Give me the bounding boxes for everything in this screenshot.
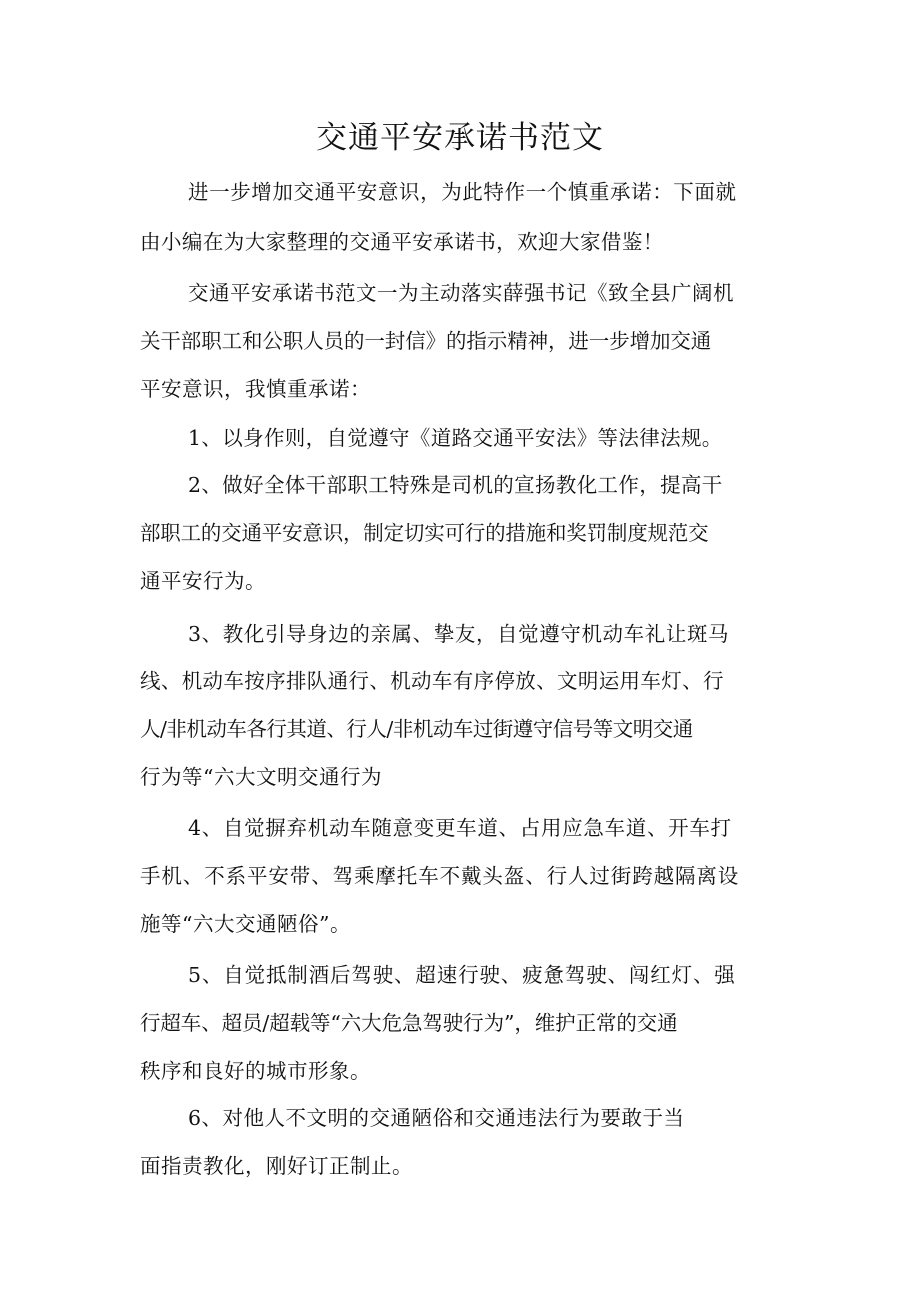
document-title: 交通平安承诺书范文 [316,120,604,156]
pledge-item-4: 4、自觉摒弃机动车随意变更车道、占用应急车道、开车打 [188,816,732,840]
pledge-item-2-line: 通平安行为。 [140,569,266,593]
pledge-item-3-line: 人/非机动车各行其道、行人/非机动车过街遵守信号等文明交通 [140,717,693,741]
pledge-item-5: 5、自觉抵制酒后驾驶、超速行驶、疲惫驾驶、闯红灯、强 [188,963,736,987]
pledge-item-1: 1、以身作则，自觉遵守《道路交通平安法》等法律法规。 [188,426,723,450]
pledge-item-6: 6、对他人不文明的交通陋俗和交通违法行为要敢于当 [188,1106,685,1130]
pledge-item-2-line: 部职工的交通平安意识，制定切实可行的措施和奖罚制度规范交 [140,521,709,545]
pledge-item-5-line: 行超车、超员/超载等“六大危急驾驶行为”，维护正常的交通 [140,1011,678,1035]
pledge-item-5-line: 秩序和良好的城市形象。 [140,1059,371,1083]
pledge-item-3-line: 行为等“六大文明交通行为 [140,765,382,789]
intro-line: 进一步增加交通平安意识，为此特作一个慎重承诺：下面就 [188,180,737,204]
pledge-item-6-line: 面指责教化，刚好订正制止。 [140,1154,413,1178]
pledge-item-3: 3、教化引导身边的亲属、挚友，自觉遵守机动车礼让斑马 [188,622,730,646]
intro-line: 由小编在为大家整理的交通平安承诺书，欢迎大家借鉴！ [140,230,664,254]
paragraph-line: 交通平安承诺书范文一为主动落实薛强书记《致全县广阔机 [188,281,734,305]
paragraph-line: 关干部职工和公职人员的一封信》的指示精神，进一步增加交通 [140,329,712,353]
pledge-item-3-line: 线、机动车按序排队通行、机动车有序停放、文明运用车灯、行 [140,669,724,693]
paragraph-line: 平安意识，我慎重承诺： [140,377,371,401]
pledge-item-2: 2、做好全体干部职工特殊是司机的宣扬教化工作，提高干 [188,473,723,497]
pledge-item-4-line: 手机、不系平安带、驾乘摩托车不戴头盔、行人过街跨越隔离设 [140,864,740,888]
pledge-item-4-line: 施等“六大交通陋俗”。 [140,912,351,936]
